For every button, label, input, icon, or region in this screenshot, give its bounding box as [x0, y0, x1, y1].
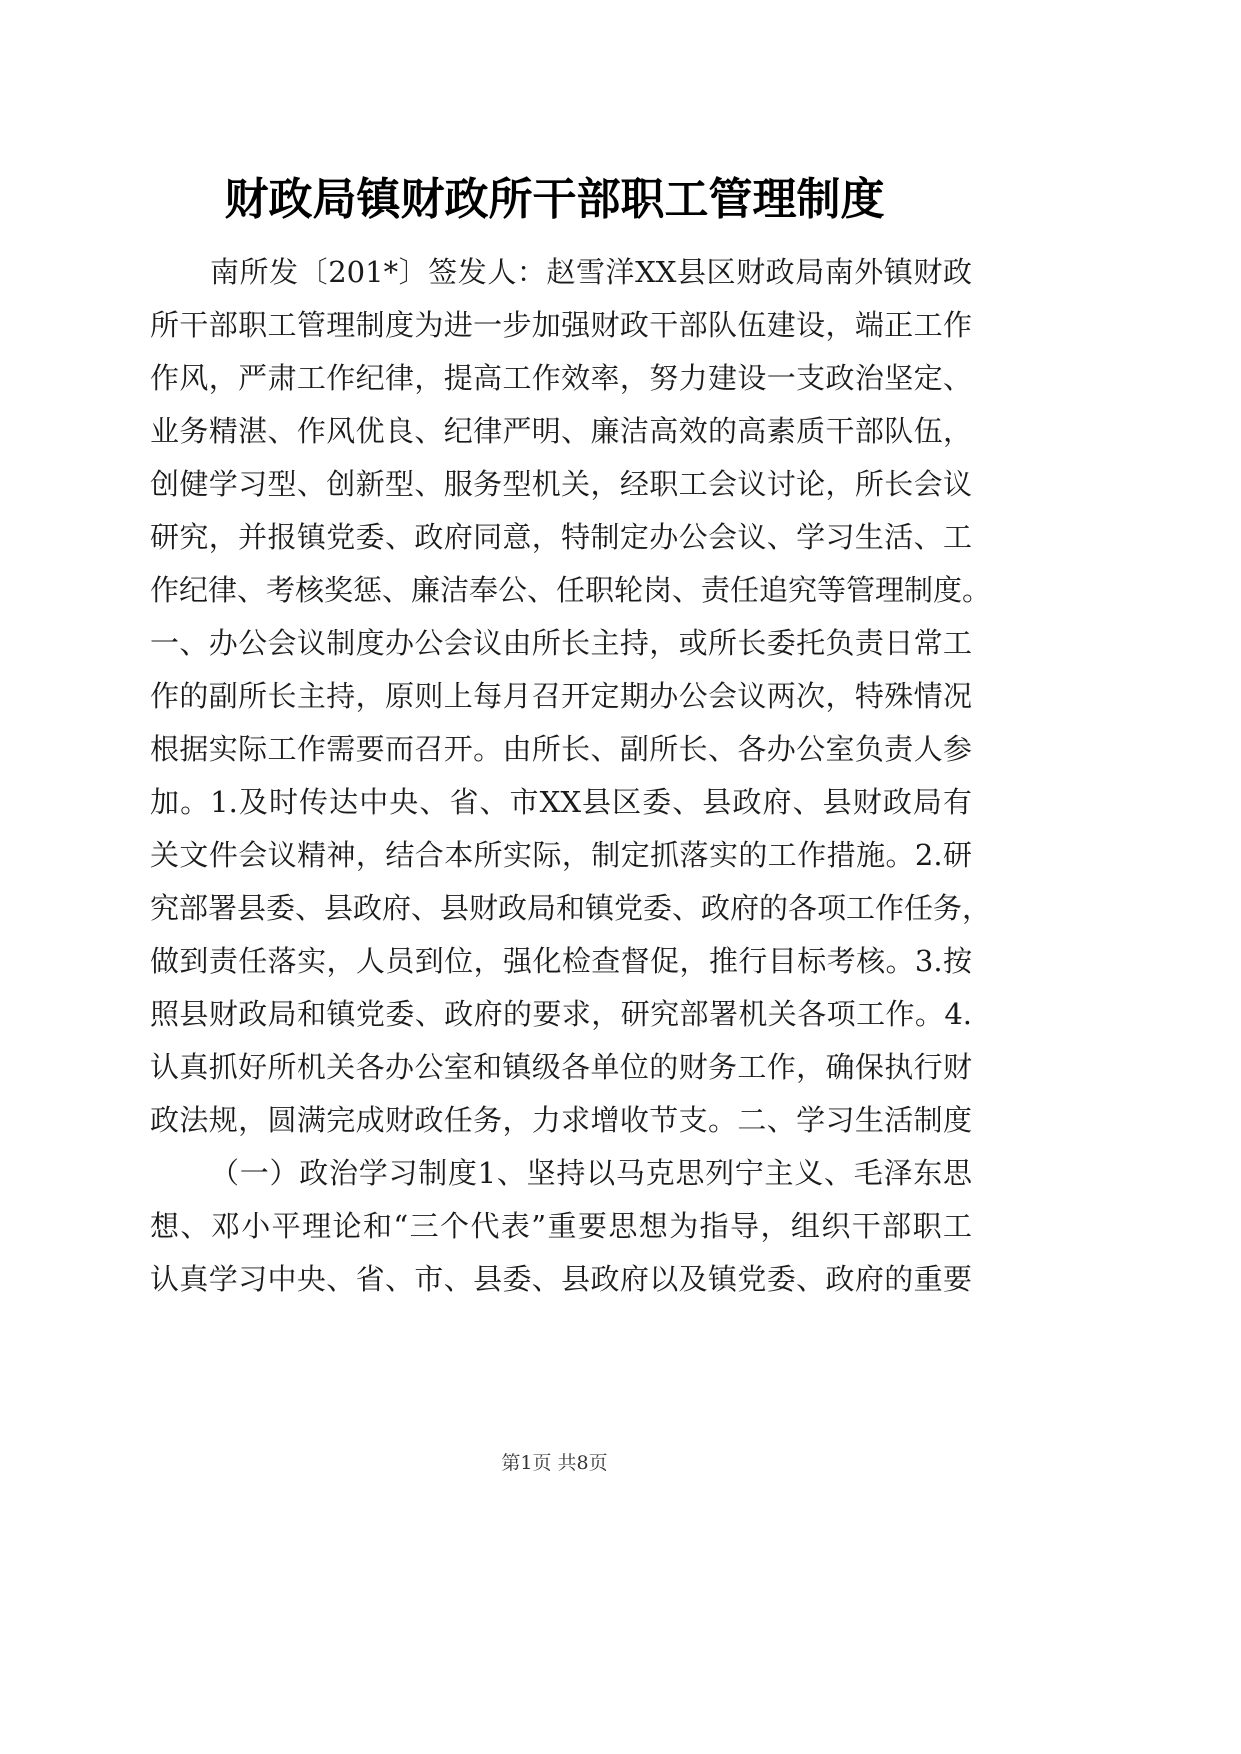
text-line: 做到责任落实，人员到位，强化检查督促，推行目标考核。3.按	[150, 944, 972, 978]
text-line: 政法规，圆满完成财政任务，力求增收节支。二、学习生活制度	[150, 1103, 972, 1137]
body-text	[150, 246, 992, 1306]
text-line: 根据实际工作需要而召开。由所长、副所长、各办公室负责人参	[150, 732, 972, 766]
page-footer: 第1页 共8页	[501, 1452, 608, 1474]
text-line: 认真学习中央、省、市、县委、县政府以及镇党委、政府的重要	[150, 1262, 972, 1296]
document-title: 财政局镇财政所干部职工管理制度	[224, 174, 885, 225]
text-line: （一）政治学习制度1、坚持以马克思列宁主义、毛泽东思	[210, 1156, 972, 1190]
text-line: 所干部职工管理制度为进一步加强财政干部队伍建设，端正工作	[150, 308, 972, 342]
text-line: 作的副所长主持，原则上每月召开定期办公会议两次，特殊情况	[150, 679, 972, 713]
text-line: 业务精湛、作风优良、纪律严明、廉洁高效的高素质干部队伍，	[150, 414, 972, 448]
text-line: 想、邓小平理论和“三个代表”重要思想为指导，组织干部职工	[150, 1209, 972, 1243]
text-line: 加。1.及时传达中央、省、市XX县区委、县政府、县财政局有	[150, 785, 972, 819]
text-line: 南所发〔201*〕签发人：赵雪洋XX县区财政局南外镇财政	[210, 255, 972, 289]
text-line: 认真抓好所机关各办公室和镇级各单位的财务工作，确保执行财	[150, 1050, 972, 1084]
text-line: 关文件会议精神，结合本所实际，制定抓落实的工作措施。2.研	[150, 838, 972, 872]
text-line: 照县财政局和镇党委、政府的要求，研究部署机关各项工作。4.	[150, 997, 972, 1031]
text-line: 一、办公会议制度办公会议由所长主持，或所长委托负责日常工	[150, 626, 972, 660]
text-line: 研究，并报镇党委、政府同意，特制定办公会议、学习生活、工	[150, 520, 972, 554]
text-line: 作风，严肃工作纪律，提高工作效率，努力建设一支政治坚定、	[150, 361, 972, 395]
text-line: 究部署县委、县政府、县财政局和镇党委、政府的各项工作任务，	[150, 891, 992, 925]
text-line: 创健学习型、创新型、服务型机关，经职工会议讨论，所长会议	[150, 467, 972, 501]
text-line: 作纪律、考核奖惩、廉洁奉公、任职轮岗、责任追究等管理制度。	[150, 573, 992, 607]
